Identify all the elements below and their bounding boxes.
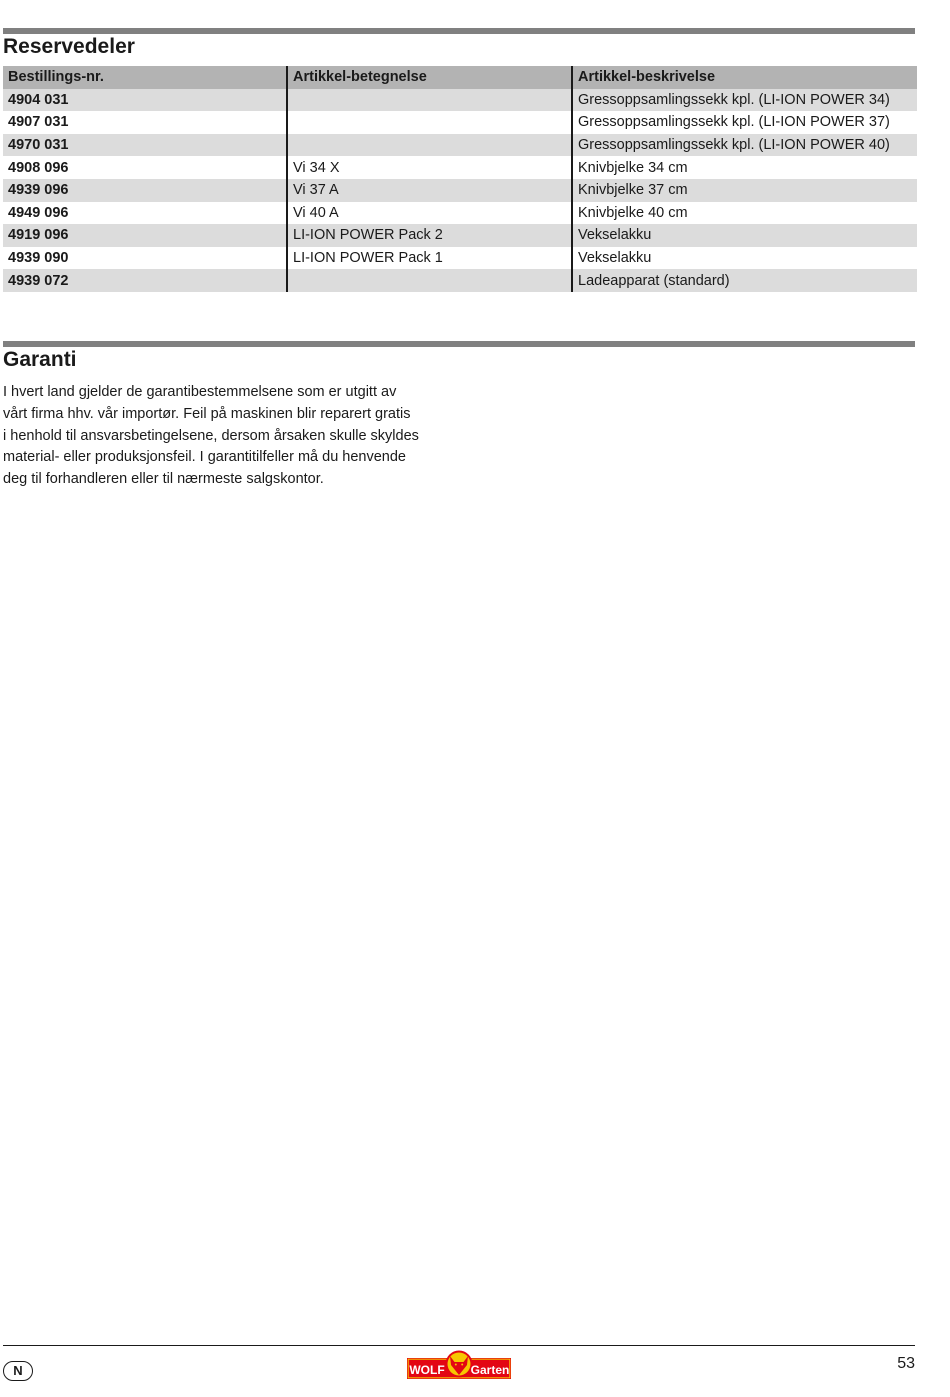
designation-cell — [287, 134, 572, 157]
guarantee-body — [3, 382, 463, 491]
logo-garten-text: Garten — [470, 1363, 510, 1377]
order-no-cell: 4904 031 — [3, 89, 287, 112]
table-row — [3, 179, 917, 202]
order-no-cell: 4939 090 — [3, 247, 287, 270]
designation-cell: Vi 34 X — [287, 156, 572, 179]
designation-cell — [287, 269, 572, 292]
order-no-cell: 4919 096 — [3, 224, 287, 247]
guarantee-line: vårt firma hhv. vår importør. Feil på maskinen blir reparert gratis — [3, 405, 411, 422]
description-cell: Knivbjelke 37 cm — [572, 179, 917, 202]
table-row — [3, 156, 917, 179]
description-cell: Knivbjelke 34 cm — [572, 156, 917, 179]
table-header-row — [3, 66, 917, 89]
designation-cell — [287, 89, 572, 112]
spare-parts-table — [3, 66, 917, 292]
designation-cell: Vi 40 A — [287, 202, 572, 225]
guarantee-line: i henhold til ansvarsbetingelsene, dersom årsaken skulle skyldes — [3, 427, 419, 444]
order-no-cell: 4939 096 — [3, 179, 287, 202]
fox-head-icon — [446, 1351, 473, 1378]
spare-parts-title: Reservedeler — [3, 35, 135, 58]
table-row — [3, 247, 917, 270]
order-no-cell: 4949 096 — [3, 202, 287, 225]
column-header-description: Artikkel-beskrivelse — [572, 66, 917, 89]
column-header-designation: Artikkel-betegnelse — [287, 66, 572, 89]
footer-rule — [3, 1345, 915, 1346]
order-no-cell: 4908 096 — [3, 156, 287, 179]
wolf-garten-logo — [407, 1350, 511, 1382]
guarantee-line: I hvert land gjelder de garantibestemmelsene som er utgitt av — [3, 384, 397, 400]
guarantee-line: material- eller produksjonsfeil. I garantitilfeller må du henvende — [3, 449, 406, 466]
guarantee-title: Garanti — [3, 348, 77, 371]
table-row — [3, 89, 917, 112]
table-row — [3, 134, 917, 157]
designation-cell — [287, 111, 572, 134]
column-header-order-no: Bestillings-nr. — [3, 66, 287, 89]
description-cell: Vekselakku — [572, 224, 917, 247]
designation-cell: Vi 37 A — [287, 179, 572, 202]
table-row — [3, 202, 917, 225]
designation-cell: LI-ION POWER Pack 1 — [287, 247, 572, 270]
designation-cell: LI-ION POWER Pack 2 — [287, 224, 572, 247]
description-cell: Gressoppsamlingssekk kpl. (LI-ION POWER 37) — [572, 111, 917, 134]
section-rule-spare-parts — [3, 28, 915, 34]
section-rule-guarantee — [3, 341, 915, 347]
description-cell: Gressoppsamlingssekk kpl. (LI-ION POWER 40) — [572, 134, 917, 157]
table-row — [3, 269, 917, 292]
order-no-cell: 4907 031 — [3, 111, 287, 134]
table-row — [3, 224, 917, 247]
guarantee-line: deg til forhandleren eller til nærmeste salgskontor. — [3, 471, 324, 488]
description-cell: Vekselakku — [572, 247, 917, 270]
description-cell: Ladeapparat (standard) — [572, 269, 917, 292]
description-cell: Gressoppsamlingssekk kpl. (LI-ION POWER 34) — [572, 89, 917, 112]
order-no-cell: 4970 031 — [3, 134, 287, 157]
page-number: 53 — [897, 1355, 915, 1372]
table-row — [3, 111, 917, 134]
description-cell: Knivbjelke 40 cm — [572, 202, 917, 225]
logo-wolf-text: WOLF — [409, 1363, 445, 1377]
language-badge: N — [3, 1361, 33, 1381]
order-no-cell: 4939 072 — [3, 269, 287, 292]
